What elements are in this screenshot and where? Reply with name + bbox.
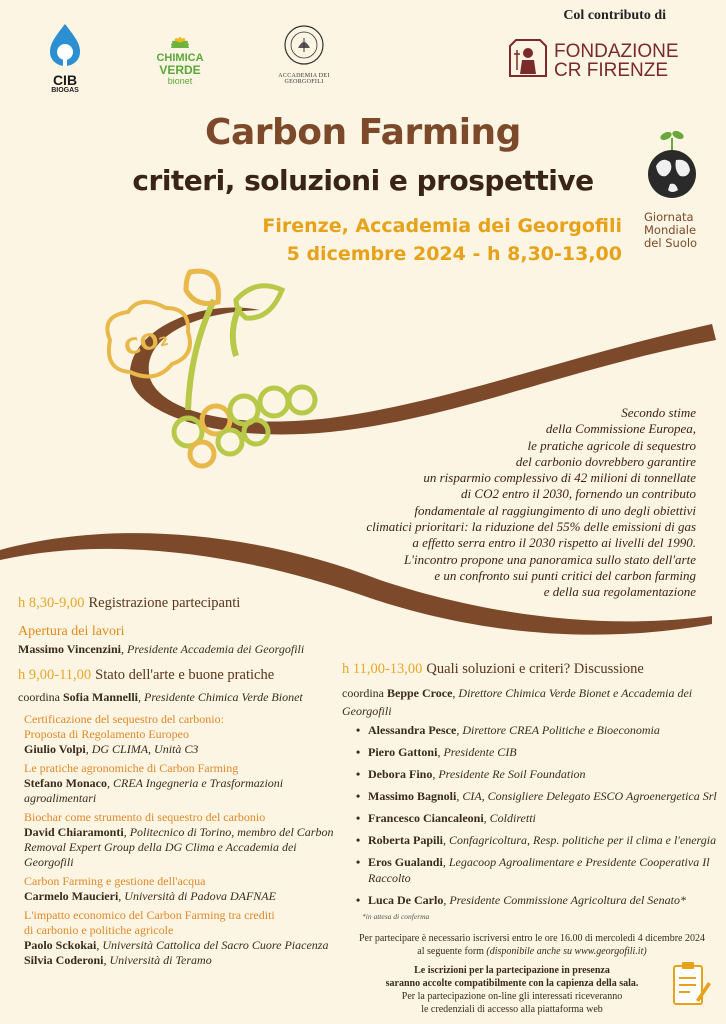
speaker-role: , DG CLIMA, Unità C3 bbox=[85, 742, 199, 756]
speaker-name: Silvia Coderoni bbox=[24, 953, 104, 967]
session2-time: h 11,00-13,00 bbox=[342, 661, 423, 677]
panelist-item bbox=[356, 832, 726, 848]
intro-line: le pratiche agricole di sequestro bbox=[527, 437, 696, 453]
cib-logo bbox=[44, 22, 86, 94]
georgofili-caption: ACCADEMIA DEI GEORGOFILI bbox=[278, 73, 330, 85]
speaker-name: Giulio Volpi bbox=[24, 742, 86, 756]
talk-title: Le pratiche agronomiche di Carbon Farming bbox=[24, 761, 239, 775]
confirmation-note: *in attesa di conferma bbox=[362, 912, 430, 921]
intro-paragraph bbox=[316, 405, 696, 601]
panelist-item bbox=[356, 788, 726, 804]
intro-line: del carbonio dovrebbero garantire bbox=[515, 453, 696, 469]
session2-panel bbox=[356, 722, 726, 914]
talk-speaker bbox=[24, 776, 344, 806]
clipboard-form-icon bbox=[668, 960, 712, 1008]
presence-line2: saranno accolte compatibilmente con la capienza della sala. bbox=[385, 978, 639, 989]
registration-time: h 8,30-9,00 bbox=[18, 595, 85, 611]
talk-item bbox=[24, 908, 344, 968]
session1-coord-label: coordina bbox=[18, 690, 63, 704]
form-info-line1: Per partecipare è necessario iscriversi entro le ore 16.00 di mercoledì 4 dicembre 2024 bbox=[359, 933, 705, 944]
opening-speaker-role: , Presidente Accademia dei Georgofili bbox=[121, 642, 305, 656]
event-venue: Firenze, Accademia dei Georgofili bbox=[262, 215, 622, 237]
intro-line: di CO2 entro il 2030, fornendo un contributo bbox=[461, 486, 696, 502]
chimica-text: CHIMICA bbox=[156, 52, 204, 64]
registration-form-info bbox=[342, 932, 722, 958]
sponsor-block bbox=[500, 8, 710, 81]
session2-coord-label: coordina bbox=[342, 686, 387, 700]
opening-speaker-name: Massimo Vincenzini bbox=[18, 642, 122, 656]
panelist-name: Piero Gattoni bbox=[368, 745, 438, 759]
intro-line: e un confronto sui punti critici del carbon farming bbox=[434, 567, 696, 583]
panelist-role: , CIA, Consigliere Delegato ESCO Agroenergetica Srl bbox=[456, 789, 717, 803]
bionet-text: bionet bbox=[167, 76, 193, 86]
panelist-name: Alessandra Pesce bbox=[368, 723, 457, 737]
session2-header bbox=[342, 660, 644, 678]
fondazione-name bbox=[554, 42, 679, 80]
logo-bar bbox=[0, 0, 726, 110]
session1-coordinator bbox=[18, 690, 303, 705]
world-soil-day-line3: del Suolo bbox=[644, 236, 698, 250]
panelist-role: , Coldiretti bbox=[483, 811, 536, 825]
speaker-role: , Università di Padova DAFNAE bbox=[118, 889, 276, 903]
fondazione-line1: FONDAZIONE bbox=[554, 41, 679, 62]
session1-title: Stato dell'arte e buone pratiche bbox=[95, 667, 275, 683]
talk-title: Carbon Farming e gestione dell'acqua bbox=[24, 874, 206, 888]
talk-speaker bbox=[24, 742, 344, 757]
speaker-role: , Politecnico di Torino, membro del Carbon Removal Expert Group della DG Clima e Accademia dei Georgofili bbox=[24, 825, 334, 869]
intro-line: fondamentale al raggiungimento di uno degli obiettivi bbox=[414, 502, 696, 518]
panelist-item bbox=[356, 810, 726, 826]
online-line2: le credenziali di accesso alla piattaforma web bbox=[421, 1004, 603, 1015]
globe-sprout-icon bbox=[644, 126, 700, 202]
cib-subtext: BIOGAS bbox=[51, 87, 79, 94]
intro-line: Secondo stime bbox=[621, 405, 696, 420]
panelist-role: , Presidente Commissione Agricoltura del Senato* bbox=[443, 893, 686, 907]
speaker-role: , Università di Teramo bbox=[103, 953, 212, 967]
panelist-item bbox=[356, 722, 726, 738]
world-soil-day-text bbox=[644, 211, 714, 250]
session2-coord-name: Beppe Croce bbox=[386, 686, 453, 700]
panelist-name: Debora Fino bbox=[368, 767, 433, 781]
speaker-name: Paolo Sckokai bbox=[24, 938, 97, 952]
session2-coord-role: , Direttore Chimica Verde Bionet e Accademia dei Georgofili bbox=[342, 686, 693, 718]
world-soil-day-line1: Giornata bbox=[644, 210, 694, 224]
page-subtitle: criteri, soluzioni e prospettive bbox=[132, 164, 594, 197]
opening-speaker bbox=[18, 642, 304, 657]
opening-title: Apertura dei lavori bbox=[18, 624, 125, 639]
panelist-role: , Presidente CIB bbox=[437, 745, 517, 759]
world-soil-day-line2: Mondiale bbox=[644, 223, 697, 237]
session1-coord-name: Sofia Mannelli bbox=[62, 690, 138, 704]
talk-title: Biochar come strumento di sequestro del carbonio bbox=[24, 810, 266, 824]
speaker-name: David Chiaramonti bbox=[24, 825, 124, 839]
talk-speaker bbox=[24, 825, 344, 870]
intro-line: L'incontro propone una panoramica sullo stato dell'arte bbox=[403, 551, 696, 567]
online-line1: Per la partecipazione on-line gli interessati riceveranno bbox=[401, 991, 623, 1002]
talk-title: Proposta di Regolamento Europeo bbox=[24, 727, 189, 741]
fondazione-line2: CR FIRENZE bbox=[554, 60, 668, 81]
intro-line: un risparmio complessivo di 42 milioni di tonnellate bbox=[423, 470, 696, 486]
cib-text: CIB bbox=[52, 72, 78, 88]
intro-line: climatici prioritari: la riduzione del 55% delle emissioni di gas bbox=[366, 519, 696, 535]
session1-time: h 9,00-11,00 bbox=[18, 667, 92, 683]
panelist-item bbox=[356, 892, 726, 908]
form-info-line2 bbox=[342, 945, 722, 958]
speaker-role: , CREA Ingegneria e Trasformazioni agroalimentari bbox=[24, 776, 284, 805]
intro-line: a effetto serra entro il 2030 rispetto ai livelli del 1990. bbox=[412, 535, 696, 551]
talk-title: L'impatto economico del Carbon Farming tra crediti bbox=[24, 908, 275, 922]
panelist-name: Roberta Papili bbox=[368, 833, 443, 847]
chimica-verde-logo bbox=[138, 26, 222, 86]
session1-header bbox=[18, 666, 274, 684]
event-date: 5 dicembre 2024 - h 8,30-13,00 bbox=[286, 243, 622, 265]
panelist-item bbox=[356, 744, 726, 760]
panelist-name: Eros Gualandi bbox=[368, 855, 443, 869]
speaker-role: , Università Cattolica del Sacro Cuore Piacenza bbox=[96, 938, 329, 952]
program-section bbox=[0, 588, 726, 1024]
georgofili-logo bbox=[264, 24, 344, 85]
fondazione-emblem-icon bbox=[508, 36, 548, 80]
talk-item bbox=[24, 712, 344, 757]
intro-line: della Commissione Europea, bbox=[545, 421, 696, 437]
talk-item bbox=[24, 874, 344, 904]
panelist-role: , Legacoop Agroalimentare e Presidente Cooperativa Il Raccolto bbox=[368, 855, 710, 885]
panelist-name: Francesco Ciancaleoni bbox=[368, 811, 484, 825]
verde-text: VERDE bbox=[159, 63, 201, 77]
registration-row bbox=[18, 594, 240, 612]
session2-title: Quali soluzioni e criteri? Discussione bbox=[426, 661, 644, 677]
speaker-name: Stefano Monaco bbox=[24, 776, 107, 790]
panelist-item bbox=[356, 766, 726, 782]
session2-coordinator bbox=[342, 684, 712, 720]
talk-speaker bbox=[24, 953, 344, 968]
panelist-role: , Presidente Re Soil Foundation bbox=[432, 767, 586, 781]
panelist-role: , Confagricoltura, Resp. politiche per il clima e l'energia bbox=[443, 833, 717, 847]
sun-leaves-icon bbox=[150, 26, 210, 48]
page-title: Carbon Farming bbox=[205, 112, 521, 153]
form-info-line2b: (disponibile anche su www.georgofili.it) bbox=[486, 946, 647, 957]
talk-title: di carbonio e politiche agricole bbox=[24, 923, 174, 937]
speaker-name: Carmelo Maucieri bbox=[24, 889, 119, 903]
co2-label: CO₂ bbox=[121, 325, 172, 362]
talk-item bbox=[24, 761, 344, 806]
talk-title: Certificazione del sequestro del carbonio: bbox=[24, 712, 224, 726]
registration-title: Registrazione partecipanti bbox=[88, 595, 241, 611]
biogas-flame-icon bbox=[44, 22, 86, 68]
talk-speaker bbox=[24, 889, 344, 904]
intro-line: e della sua regolamentazione bbox=[543, 584, 696, 600]
georgofili-seal-icon bbox=[283, 24, 325, 66]
talk-speaker bbox=[24, 938, 344, 953]
panelist-name: Massimo Bagnoli bbox=[368, 789, 457, 803]
presence-line1: Le iscrizioni per la partecipazione in presenza bbox=[414, 965, 610, 976]
registration-notes bbox=[342, 964, 682, 1016]
talk-item bbox=[24, 810, 344, 870]
panelist-item bbox=[356, 854, 726, 886]
panelist-name: Luca De Carlo bbox=[368, 893, 444, 907]
session1-talks bbox=[24, 712, 344, 972]
world-soil-day-logo bbox=[644, 126, 714, 250]
panelist-role: , Direttore CREA Politiche e Bioeconomia bbox=[456, 723, 660, 737]
sponsor-label: Col contributo di bbox=[563, 8, 666, 23]
session1-coord-role: , Presidente Chimica Verde Bionet bbox=[138, 690, 303, 704]
form-info-line2a: al seguente form bbox=[417, 946, 487, 957]
